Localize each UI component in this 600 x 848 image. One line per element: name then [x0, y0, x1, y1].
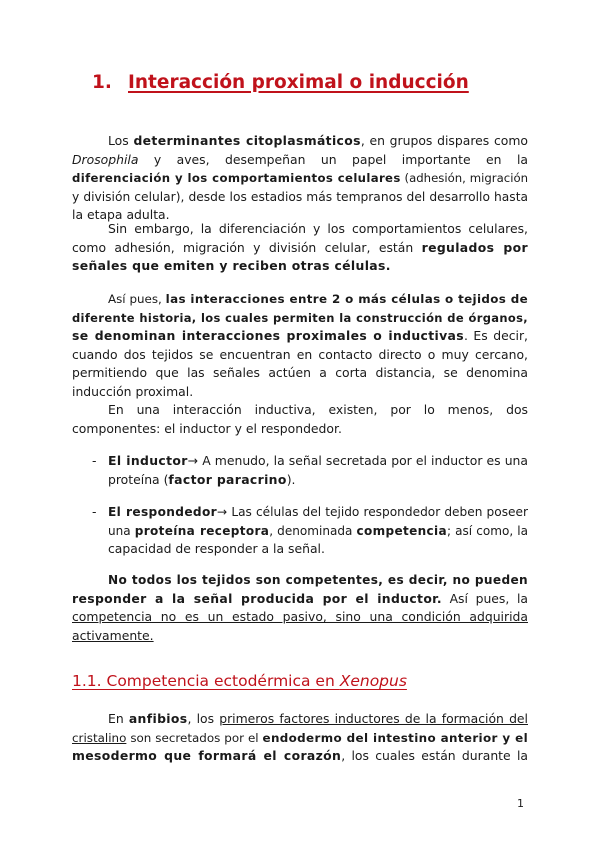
- text-line: inducción proximal.: [72, 383, 194, 399]
- paragraph-competentes: [72, 571, 528, 645]
- text-line: permitiendo que las señales actúen a corta distancia, se denomina: [72, 365, 528, 381]
- text-line: diferenciación y los comportamientos celulares (adhesión, migración: [72, 171, 528, 186]
- paragraph-interacciones: [72, 290, 528, 402]
- text-line: proteína (factor paracrino).: [108, 471, 296, 487]
- text-line: competencia no es un estado pasivo, sino una condición adquirida: [72, 609, 528, 625]
- text-line: activamente.: [72, 627, 154, 643]
- bullet-respondedor: [108, 503, 528, 559]
- bullet-inductor: [108, 452, 528, 489]
- text-line: El inductor→ A menudo, la señal secretada por el inductor es una: [108, 453, 528, 468]
- text-line: Los determinantes citoplasmáticos, en grupos dispares como: [108, 133, 528, 148]
- paragraph-anfibios: [72, 710, 528, 766]
- page-number: 1: [517, 797, 524, 810]
- text-line: capacidad de responder a la señal.: [108, 541, 325, 557]
- section-heading: [92, 72, 469, 93]
- text-line: Drosophila y aves, desempeñan un papel importante en la: [72, 151, 528, 167]
- text-line: No todos los tejidos son competentes, es decir, no pueden: [108, 573, 528, 587]
- text-line: En una interacción inductiva, existen, por lo menos, dos: [108, 402, 528, 417]
- text-line: El respondedor→ Las células del tejido respondedor deben poseer: [108, 505, 528, 519]
- text-line: cristalino son secretados por el endodermo del intestino anterior y el: [72, 730, 529, 745]
- text-line: la etapa adulta.: [72, 207, 170, 223]
- bullet-dash: -: [92, 453, 97, 468]
- text-line: componentes: el inductor y el respondedor.: [72, 420, 342, 436]
- text-line: cuando dos tejidos se encuentran en contacto directo o muy cercano,: [72, 346, 528, 362]
- paragraph-componentes: [72, 401, 528, 438]
- text-line: En anfibios, los primeros factores inductores de la formación del: [108, 711, 528, 726]
- paragraph-determinantes: [72, 132, 528, 225]
- bullet-dash: -: [92, 504, 97, 519]
- text-line: responder a la señal producida por el inductor. Así pues, la: [72, 590, 528, 606]
- section-title: Interacción proximal o inducción: [128, 72, 469, 93]
- paragraph-sin-embargo: [72, 220, 528, 276]
- text-line: Así pues, las interacciones entre 2 o más células o tejidos de: [108, 292, 528, 306]
- text-line: mesodermo que formará el corazón, los cuales están durante la: [72, 748, 528, 764]
- text-line: se denominan interacciones proximales o inductivas. Es decir,: [72, 328, 528, 344]
- section-number: 1.: [92, 72, 112, 93]
- text-line: señales que emiten y reciben otras células.: [72, 258, 391, 274]
- text-line: como adhesión, migración y división celular, están regulados por: [72, 239, 528, 255]
- subsection-heading: 1.1. Competencia ectodérmica en Xenopus: [72, 672, 407, 690]
- text-line: diferente historia, los cuales permiten la construcción de órganos,: [72, 310, 528, 325]
- text-line: una proteína receptora, denominada competencia; así como, la: [108, 523, 528, 538]
- text-line: y división celular), desde los estadios más tempranos del desarrollo hasta: [72, 189, 528, 204]
- text-line: Sin embargo, la diferenciación y los comportamientos celulares,: [108, 221, 528, 236]
